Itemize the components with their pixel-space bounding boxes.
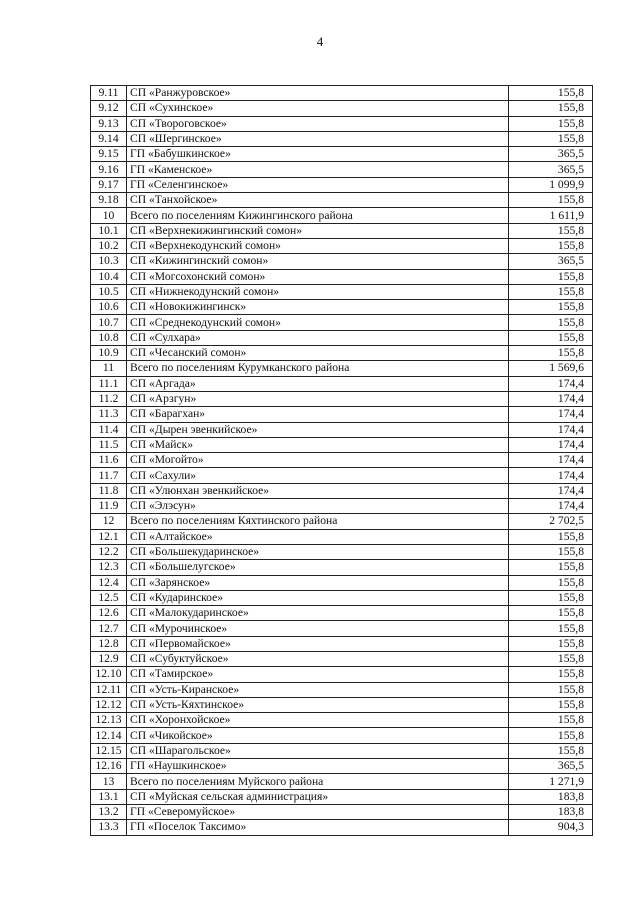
settlement-name: СП «Большелугское» [127,560,509,575]
table-row [91,223,593,238]
settlement-name: СП «Верхнекижингинский сомон» [127,223,509,238]
amount-value: 2 702,5 [509,514,593,529]
row-number: 11.6 [91,453,127,468]
row-number: 11.8 [91,483,127,498]
settlement-name: СП «Аргада» [127,376,509,391]
table-row [91,728,593,743]
row-number: 10.4 [91,269,127,284]
settlement-name: ГП «Селенгинское» [127,177,509,192]
amount-value: 174,4 [509,376,593,391]
amount-value: 174,4 [509,422,593,437]
amount-value: 174,4 [509,437,593,452]
amount-value: 155,8 [509,544,593,559]
settlement-name: СП «Сухинское» [127,101,509,116]
table-row [91,636,593,651]
table-row [91,162,593,177]
amount-value: 183,8 [509,804,593,819]
amount-value: 174,4 [509,499,593,514]
row-number: 12.9 [91,651,127,666]
amount-value: 365,5 [509,147,593,162]
settlement-name: СП «Арзгун» [127,391,509,406]
table-row [91,86,593,101]
page-number: 4 [316,34,324,49]
row-number: 11.1 [91,376,127,391]
table-row [91,254,593,269]
row-number: 9.17 [91,177,127,192]
table-row [91,284,593,299]
table-row [91,651,593,666]
allocation-table [90,85,593,836]
table-row [91,346,593,361]
settlement-name: СП «Элэсун» [127,499,509,514]
settlement-name: СП «Нижнекодунский сомон» [127,284,509,299]
row-number: 12.8 [91,636,127,651]
amount-value: 1 099,9 [509,177,593,192]
amount-value: 183,8 [509,789,593,804]
settlement-name: Всего по поселениям Курумканского района [127,361,509,376]
row-number: 10.1 [91,223,127,238]
amount-value: 155,8 [509,743,593,758]
amount-value: 155,8 [509,330,593,345]
settlement-name: СП «Первомайское» [127,636,509,651]
row-number: 12.1 [91,529,127,544]
settlement-name: СП «Барагхан» [127,407,509,422]
table-row [91,529,593,544]
row-number: 10.3 [91,254,127,269]
table-body [91,86,593,836]
settlement-name: ГП «Наушкинское» [127,759,509,774]
amount-value: 155,8 [509,101,593,116]
settlement-name: СП «Могсохонский сомон» [127,269,509,284]
table-row [91,606,593,621]
amount-value: 155,8 [509,636,593,651]
settlement-name: СП «Сахули» [127,468,509,483]
table-row [91,116,593,131]
row-number: 9.11 [91,86,127,101]
table-row [91,208,593,223]
settlement-name: СП «Сулхара» [127,330,509,345]
table-row [91,544,593,559]
settlement-name: СП «Танхойское» [127,193,509,208]
settlement-name: Всего по поселениям Муйского района [127,774,509,789]
settlement-name: СП «Новокижингинск» [127,300,509,315]
row-number: 13.3 [91,820,127,835]
settlement-name: СП «Чикойское» [127,728,509,743]
table-row [91,743,593,758]
amount-value: 155,8 [509,284,593,299]
amount-value: 174,4 [509,453,593,468]
row-number: 12.5 [91,590,127,605]
row-number: 11.7 [91,468,127,483]
table-row [91,147,593,162]
row-number: 12.6 [91,606,127,621]
table-row [91,238,593,253]
table-row [91,391,593,406]
amount-value: 155,8 [509,560,593,575]
amount-value: 904,3 [509,820,593,835]
amount-value: 174,4 [509,391,593,406]
settlement-name: СП «Муйская сельская администрация» [127,789,509,804]
row-number: 10.5 [91,284,127,299]
table-row [91,789,593,804]
table-row [91,820,593,835]
amount-value: 155,8 [509,606,593,621]
amount-value: 155,8 [509,713,593,728]
row-number: 12.2 [91,544,127,559]
amount-value: 155,8 [509,300,593,315]
amount-value: 155,8 [509,223,593,238]
settlement-name: ГП «Каменское» [127,162,509,177]
row-number: 10.6 [91,300,127,315]
settlement-name: СП «Шарагольское» [127,743,509,758]
settlement-name: СП «Среднекодунский сомон» [127,315,509,330]
table-row [91,697,593,712]
row-number: 12 [91,514,127,529]
table-row [91,667,593,682]
settlement-name: СП «Чесанский сомон» [127,346,509,361]
amount-value: 155,8 [509,86,593,101]
amount-value: 155,8 [509,728,593,743]
amount-value: 155,8 [509,116,593,131]
row-number: 10.2 [91,238,127,253]
table-row [91,499,593,514]
table-row [91,300,593,315]
row-number: 10 [91,208,127,223]
row-number: 12.11 [91,682,127,697]
table-row [91,361,593,376]
settlement-name: СП «Тамирское» [127,667,509,682]
row-number: 12.4 [91,575,127,590]
table-row [91,269,593,284]
row-number: 9.13 [91,116,127,131]
table-row [91,193,593,208]
settlement-name: СП «Могойто» [127,453,509,468]
amount-value: 174,4 [509,468,593,483]
amount-value: 1 271,9 [509,774,593,789]
settlement-name: СП «Кижингинский сомон» [127,254,509,269]
row-number: 12.14 [91,728,127,743]
settlement-name: СП «Хоронхойское» [127,713,509,728]
table-row [91,468,593,483]
amount-value: 155,8 [509,238,593,253]
amount-value: 1 611,9 [509,208,593,223]
table-row [91,514,593,529]
settlement-name: СП «Усть-Кяхтинское» [127,697,509,712]
amount-value: 174,4 [509,407,593,422]
row-number: 9.12 [91,101,127,116]
amount-value: 365,5 [509,759,593,774]
row-number: 9.18 [91,193,127,208]
amount-value: 174,4 [509,483,593,498]
amount-value: 155,8 [509,269,593,284]
row-number: 13.2 [91,804,127,819]
table-row [91,759,593,774]
table-row [91,682,593,697]
table-row [91,560,593,575]
settlement-name: СП «Усть-Киранское» [127,682,509,697]
table-row [91,483,593,498]
settlement-name: СП «Алтайское» [127,529,509,544]
row-number: 11.2 [91,391,127,406]
row-number: 11.4 [91,422,127,437]
row-number: 13.1 [91,789,127,804]
settlement-name: СП «Мурочинское» [127,621,509,636]
settlement-name: СП «Зарянское» [127,575,509,590]
table-row [91,101,593,116]
settlement-name: СП «Майск» [127,437,509,452]
row-number: 13 [91,774,127,789]
table-row [91,453,593,468]
table-row [91,422,593,437]
table-row [91,407,593,422]
row-number: 10.7 [91,315,127,330]
row-number: 10.9 [91,346,127,361]
amount-value: 365,5 [509,162,593,177]
row-number: 10.8 [91,330,127,345]
row-number: 12.16 [91,759,127,774]
amount-value: 365,5 [509,254,593,269]
row-number: 12.10 [91,667,127,682]
row-number: 12.15 [91,743,127,758]
settlement-name: ГП «Поселок Таксимо» [127,820,509,835]
amount-value: 155,8 [509,575,593,590]
table-row [91,315,593,330]
row-number: 9.15 [91,147,127,162]
amount-value: 155,8 [509,667,593,682]
table-row [91,330,593,345]
amount-value: 155,8 [509,651,593,666]
settlement-name: СП «Малокударинское» [127,606,509,621]
settlement-name: СП «Ранжуровское» [127,86,509,101]
settlement-name: СП «Улюнхан эвенкийское» [127,483,509,498]
amount-value: 155,8 [509,315,593,330]
table-row [91,621,593,636]
table-row [91,437,593,452]
amount-value: 155,8 [509,131,593,146]
amount-value: 1 569,6 [509,361,593,376]
amount-value: 155,8 [509,529,593,544]
settlement-name: СП «Верхнекодунский сомон» [127,238,509,253]
row-number: 9.14 [91,131,127,146]
settlement-name: СП «Шергинское» [127,131,509,146]
settlement-name: ГП «Северомуйское» [127,804,509,819]
row-number: 12.13 [91,713,127,728]
row-number: 11.9 [91,499,127,514]
row-number: 12.3 [91,560,127,575]
amount-value: 155,8 [509,682,593,697]
table-row [91,713,593,728]
table-row [91,131,593,146]
settlement-name: СП «Твороговское» [127,116,509,131]
amount-value: 155,8 [509,346,593,361]
row-number: 11.5 [91,437,127,452]
table-row [91,590,593,605]
amount-value: 155,8 [509,590,593,605]
amount-value: 155,8 [509,621,593,636]
row-number: 9.16 [91,162,127,177]
table-row [91,804,593,819]
row-number: 11.3 [91,407,127,422]
settlement-name: СП «Субуктуйское» [127,651,509,666]
table-row [91,575,593,590]
table-row [91,177,593,192]
settlement-name: Всего по поселениям Кяхтинского района [127,514,509,529]
table-row [91,376,593,391]
row-number: 12.7 [91,621,127,636]
row-number: 11 [91,361,127,376]
settlement-name: СП «Большекударинское» [127,544,509,559]
settlement-name: СП «Кударинское» [127,590,509,605]
row-number: 12.12 [91,697,127,712]
table-row [91,774,593,789]
amount-value: 155,8 [509,697,593,712]
settlement-name: СП «Дырен эвенкийское» [127,422,509,437]
settlement-name: ГП «Бабушкинское» [127,147,509,162]
amount-value: 155,8 [509,193,593,208]
settlement-name: Всего по поселениям Кижингинского района [127,208,509,223]
